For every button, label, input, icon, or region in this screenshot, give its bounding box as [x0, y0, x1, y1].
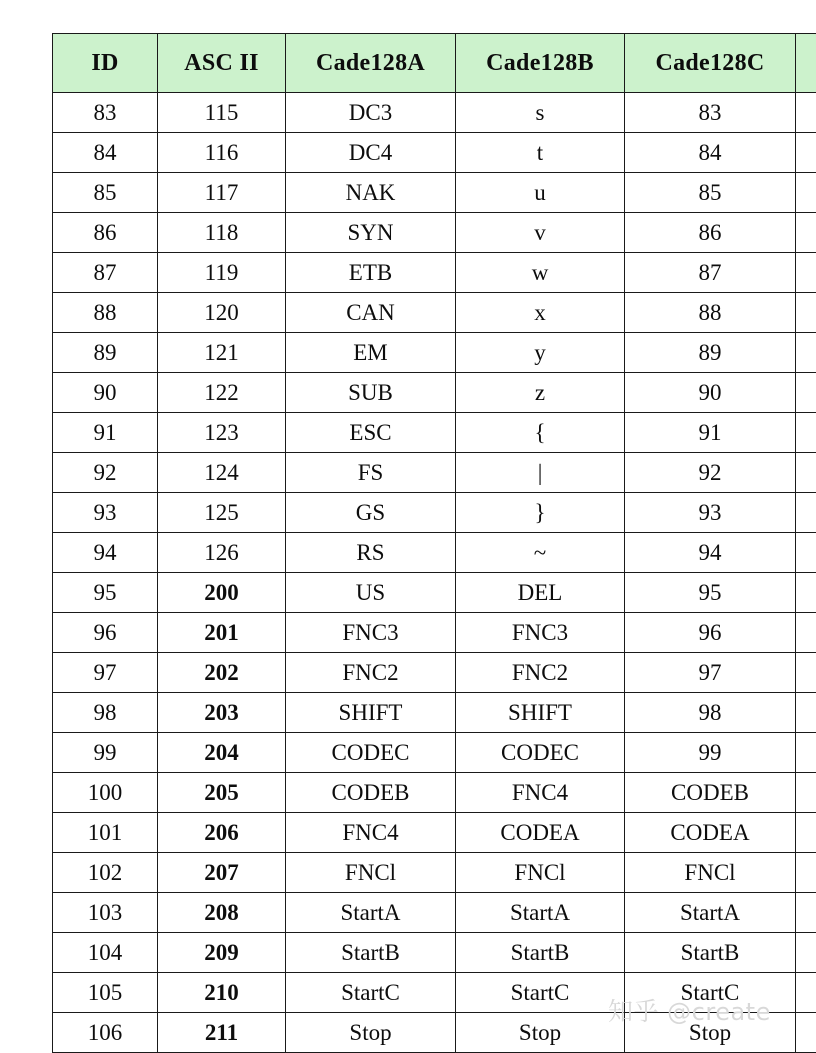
cell-code128a: NAK	[286, 173, 456, 213]
cell-code128c: 99	[625, 733, 796, 773]
cell-id: 103	[53, 893, 158, 933]
cell-extra	[796, 973, 816, 1013]
cell-ascii: 208	[158, 893, 286, 933]
table-row	[53, 173, 816, 213]
cell-extra	[796, 853, 816, 893]
cell-code128c: 90	[625, 373, 796, 413]
cell-code128c: 93	[625, 493, 796, 533]
cell-extra	[796, 373, 816, 413]
cell-id: 91	[53, 413, 158, 453]
cell-code128a: DC4	[286, 133, 456, 173]
cell-code128b: |	[456, 453, 625, 493]
cell-code128b: StartA	[456, 893, 625, 933]
cell-code128c: 95	[625, 573, 796, 613]
table-row	[53, 453, 816, 493]
cell-code128c: 91	[625, 413, 796, 453]
cell-ascii: 121	[158, 333, 286, 373]
cell-code128b: }	[456, 493, 625, 533]
cell-extra	[796, 653, 816, 693]
cell-ascii: 202	[158, 653, 286, 693]
cell-extra	[796, 933, 816, 973]
cell-code128b: x	[456, 293, 625, 333]
cell-code128a: ETB	[286, 253, 456, 293]
cell-code128a: DC3	[286, 93, 456, 133]
cell-extra	[796, 733, 816, 773]
table-row	[53, 93, 816, 133]
table-row	[53, 373, 816, 413]
table-row	[53, 693, 816, 733]
cell-code128c: StartC	[625, 973, 796, 1013]
cell-id: 105	[53, 973, 158, 1013]
table-row	[53, 853, 816, 893]
cell-id: 94	[53, 533, 158, 573]
column-header-code128c: Cade128C	[625, 34, 796, 93]
table-row	[53, 613, 816, 653]
cell-ascii: 125	[158, 493, 286, 533]
cell-code128a: SHIFT	[286, 693, 456, 733]
cell-code128b: FNCl	[456, 853, 625, 893]
table-row	[53, 253, 816, 293]
table-row	[53, 573, 816, 613]
cell-code128b: {	[456, 413, 625, 453]
cell-extra	[796, 613, 816, 653]
cell-code128b: FNC4	[456, 773, 625, 813]
cell-ascii: 206	[158, 813, 286, 853]
cell-id: 104	[53, 933, 158, 973]
table-row	[53, 413, 816, 453]
cell-ascii: 203	[158, 693, 286, 733]
cell-id: 88	[53, 293, 158, 333]
cell-code128b: FNC2	[456, 653, 625, 693]
cell-extra	[796, 413, 816, 453]
table-row	[53, 333, 816, 373]
table-row	[53, 1013, 816, 1053]
cell-code128a: SUB	[286, 373, 456, 413]
cell-ascii: 123	[158, 413, 286, 453]
cell-ascii: 124	[158, 453, 286, 493]
cell-code128a: StartA	[286, 893, 456, 933]
cell-extra	[796, 893, 816, 933]
cell-extra	[796, 213, 816, 253]
cell-id: 87	[53, 253, 158, 293]
cell-extra	[796, 573, 816, 613]
table-row	[53, 533, 816, 573]
cell-extra	[796, 453, 816, 493]
cell-id: 95	[53, 573, 158, 613]
table-header-row	[53, 34, 816, 93]
table-row	[53, 813, 816, 853]
table-row	[53, 653, 816, 693]
cell-extra	[796, 773, 816, 813]
column-header-extra	[796, 34, 816, 93]
cell-code128a: CAN	[286, 293, 456, 333]
table-row	[53, 493, 816, 533]
cell-id: 100	[53, 773, 158, 813]
cell-code128c: 94	[625, 533, 796, 573]
cell-code128b: ~	[456, 533, 625, 573]
cell-ascii: 118	[158, 213, 286, 253]
cell-ascii: 201	[158, 613, 286, 653]
cell-ascii: 204	[158, 733, 286, 773]
cell-id: 101	[53, 813, 158, 853]
cell-extra	[796, 173, 816, 213]
cell-code128b: CODEA	[456, 813, 625, 853]
cell-code128c: 97	[625, 653, 796, 693]
column-header-ascii: ASC II	[158, 34, 286, 93]
cell-code128a: SYN	[286, 213, 456, 253]
cell-id: 92	[53, 453, 158, 493]
cell-id: 99	[53, 733, 158, 773]
cell-code128a: FNC3	[286, 613, 456, 653]
column-header-code128a: Cade128A	[286, 34, 456, 93]
cell-code128b: FNC3	[456, 613, 625, 653]
cell-id: 106	[53, 1013, 158, 1053]
cell-code128c: 85	[625, 173, 796, 213]
cell-code128c: 89	[625, 333, 796, 373]
cell-code128c: Stop	[625, 1013, 796, 1053]
cell-code128b: v	[456, 213, 625, 253]
cell-code128b: s	[456, 93, 625, 133]
cell-code128c: 86	[625, 213, 796, 253]
cell-code128a: FNC2	[286, 653, 456, 693]
cell-code128b: Stop	[456, 1013, 625, 1053]
cell-code128c: FNCl	[625, 853, 796, 893]
cell-id: 84	[53, 133, 158, 173]
table-row	[53, 133, 816, 173]
cell-code128c: CODEB	[625, 773, 796, 813]
cell-ascii: 119	[158, 253, 286, 293]
cell-extra	[796, 493, 816, 533]
cell-code128c: 98	[625, 693, 796, 733]
cell-ascii: 200	[158, 573, 286, 613]
watermark-cjk-text: 知乎	[608, 997, 659, 1026]
table-row	[53, 933, 816, 973]
cell-extra	[796, 813, 816, 853]
table-row	[53, 893, 816, 933]
cell-extra	[796, 693, 816, 733]
table-header	[53, 34, 816, 93]
cell-code128b: DEL	[456, 573, 625, 613]
cell-extra	[796, 533, 816, 573]
table-row	[53, 213, 816, 253]
cell-code128b: StartB	[456, 933, 625, 973]
cell-code128a: GS	[286, 493, 456, 533]
cell-id: 96	[53, 613, 158, 653]
cell-extra	[796, 333, 816, 373]
cell-id: 89	[53, 333, 158, 373]
cell-code128c: 83	[625, 93, 796, 133]
cell-code128a: FNCl	[286, 853, 456, 893]
cell-code128a: EM	[286, 333, 456, 373]
cell-code128a: ESC	[286, 413, 456, 453]
watermark-suffix: create	[692, 998, 771, 1026]
column-header-code128b: Cade128B	[456, 34, 625, 93]
cell-code128a: FNC4	[286, 813, 456, 853]
cell-code128b: CODEC	[456, 733, 625, 773]
table-row	[53, 733, 816, 773]
cell-ascii: 116	[158, 133, 286, 173]
cell-ascii: 210	[158, 973, 286, 1013]
cell-code128b: w	[456, 253, 625, 293]
code128-table-container	[52, 33, 816, 1053]
cell-ascii: 209	[158, 933, 286, 973]
table-row	[53, 293, 816, 333]
cell-code128a: CODEB	[286, 773, 456, 813]
cell-code128c: 92	[625, 453, 796, 493]
cell-id: 98	[53, 693, 158, 733]
cell-code128b: t	[456, 133, 625, 173]
cell-code128a: StartB	[286, 933, 456, 973]
cell-id: 102	[53, 853, 158, 893]
cell-code128c: 96	[625, 613, 796, 653]
cell-id: 86	[53, 213, 158, 253]
cell-extra	[796, 293, 816, 333]
cell-code128c: CODEA	[625, 813, 796, 853]
cell-code128b: u	[456, 173, 625, 213]
cell-ascii: 207	[158, 853, 286, 893]
cell-extra	[796, 93, 816, 133]
cell-code128a: Stop	[286, 1013, 456, 1053]
cell-ascii: 115	[158, 93, 286, 133]
cell-id: 93	[53, 493, 158, 533]
cell-ascii: 122	[158, 373, 286, 413]
cell-code128a: RS	[286, 533, 456, 573]
cell-code128b: z	[456, 373, 625, 413]
table-body	[53, 93, 816, 1053]
cell-code128c: StartB	[625, 933, 796, 973]
cell-id: 90	[53, 373, 158, 413]
cell-ascii: 117	[158, 173, 286, 213]
table-row	[53, 773, 816, 813]
cell-code128c: 88	[625, 293, 796, 333]
cell-code128a: US	[286, 573, 456, 613]
cell-ascii: 126	[158, 533, 286, 573]
code128-reference-table	[52, 33, 816, 1053]
cell-code128c: StartA	[625, 893, 796, 933]
cell-code128a: CODEC	[286, 733, 456, 773]
cell-extra	[796, 133, 816, 173]
column-header-id: ID	[53, 34, 158, 93]
cell-code128b: StartC	[456, 973, 625, 1013]
cell-extra	[796, 253, 816, 293]
table-row	[53, 973, 816, 1013]
cell-code128c: 84	[625, 133, 796, 173]
cell-code128a: StartC	[286, 973, 456, 1013]
cell-code128b: SHIFT	[456, 693, 625, 733]
cell-code128b: y	[456, 333, 625, 373]
cell-extra	[796, 1013, 816, 1053]
cell-id: 85	[53, 173, 158, 213]
cell-ascii: 120	[158, 293, 286, 333]
cell-id: 97	[53, 653, 158, 693]
cell-code128a: FS	[286, 453, 456, 493]
cell-ascii: 205	[158, 773, 286, 813]
cell-id: 83	[53, 93, 158, 133]
watermark-handle: @	[667, 998, 692, 1026]
cell-ascii: 211	[158, 1013, 286, 1053]
cell-code128c: 87	[625, 253, 796, 293]
